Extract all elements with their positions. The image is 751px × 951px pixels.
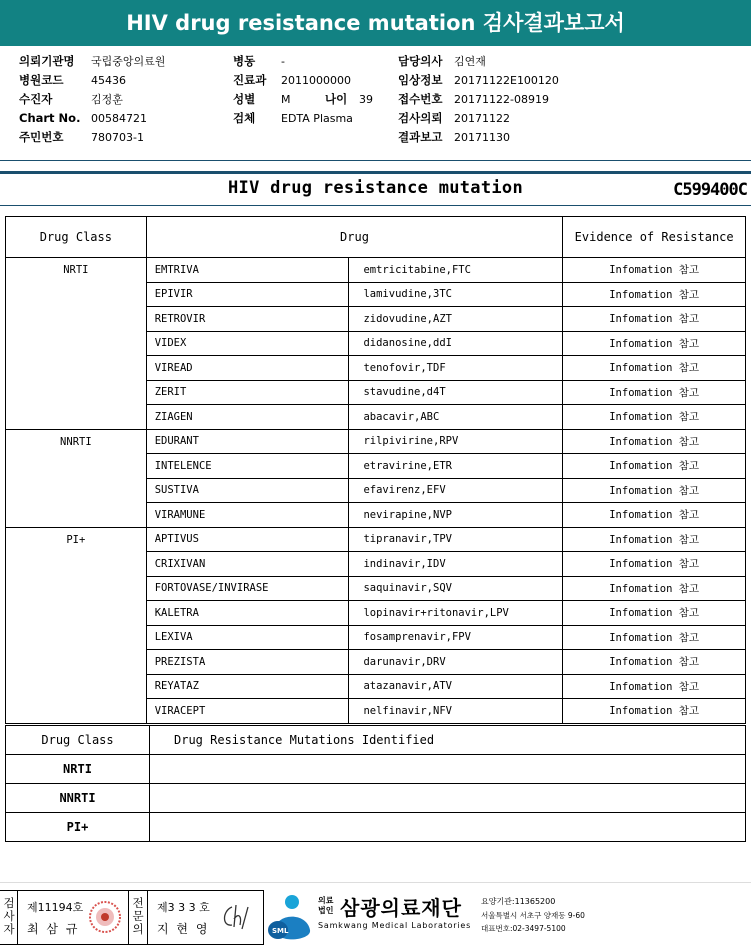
info-value: M [281, 93, 291, 106]
brand-name-cell: REYATAZ [146, 674, 349, 699]
evidence-cell: Infomation 참고 [563, 576, 746, 601]
brand-name-cell: EPIVIR [146, 282, 349, 307]
evidence-cell: Infomation 참고 [563, 503, 746, 528]
brand-name-cell: APTIVUS [146, 527, 349, 552]
brand-name-cell: CRIXIVAN [146, 552, 349, 577]
info-row [19, 109, 165, 128]
evidence-cell: Infomation 참고 [563, 356, 746, 381]
info-row [398, 71, 559, 90]
brand-name-cell: VIRAMUNE [146, 503, 349, 528]
evidence-cell: Infomation 참고 [563, 674, 746, 699]
info-row [398, 90, 559, 109]
info-value: 45436 [91, 74, 126, 87]
evidence-cell: Infomation 참고 [563, 429, 746, 454]
drug-class-cell: NNRTI [6, 429, 147, 527]
info-row [233, 109, 373, 128]
specialist-name: 지 현 영 [157, 922, 210, 936]
info-label: 성별 [233, 92, 256, 106]
mutation-class-cell: PI+ [6, 813, 150, 842]
info-value: - [281, 55, 285, 68]
brand-name-cell: EMTRIVA [146, 258, 349, 283]
info-label: 주민번호 [19, 130, 64, 144]
examiner-label: 검 사 자 [3, 896, 15, 936]
patient-info-col3 [398, 52, 559, 147]
evidence-cell: Infomation 참고 [563, 601, 746, 626]
evidence-cell: Infomation 참고 [563, 699, 746, 724]
info-label: 병동 [233, 54, 256, 68]
info-value: 20171130 [454, 131, 510, 144]
info-value: 00584721 [91, 112, 147, 125]
divider [0, 882, 751, 883]
info-value: 20171122 [454, 112, 510, 125]
generic-name-cell: nevirapine,NVP [349, 503, 563, 528]
generic-name-cell: zidovudine,AZT [349, 307, 563, 332]
logo-text: SML [272, 927, 289, 935]
drug-class-cell: NRTI [6, 258, 147, 430]
brand-name-cell: ZERIT [146, 380, 349, 405]
generic-name-cell: etravirine,ETR [349, 454, 563, 479]
brand-name-cell: LEXIVA [146, 625, 349, 650]
generic-name-cell: tenofovir,TDF [349, 356, 563, 381]
mutation-value-cell [150, 813, 746, 842]
mutation-row [6, 813, 746, 842]
info-label: 접수번호 [398, 92, 443, 106]
brand-name-cell: EDURANT [146, 429, 349, 454]
org-name: 삼광의료재단 [340, 896, 462, 920]
generic-name-cell: tipranavir,TPV [349, 527, 563, 552]
info-label: 담당의사 [398, 54, 443, 68]
org-type: 의료법인 [318, 896, 334, 915]
info-value: 김정훈 [91, 93, 123, 106]
phone: 대표번호:02-3497-5100 [481, 924, 566, 933]
mut-header-class: Drug Class [6, 726, 150, 755]
evidence-cell: Infomation 참고 [563, 454, 746, 479]
generic-name-cell: didanosine,ddI [349, 331, 563, 356]
generic-name-cell: rilpivirine,RPV [349, 429, 563, 454]
info-label: 검사의뢰 [398, 111, 443, 125]
seal-stamp-icon [88, 900, 122, 934]
generic-name-cell: saquinavir,SQV [349, 576, 563, 601]
mut-header-mutations: Drug Resistance Mutations Identified [150, 726, 746, 755]
info-label: 병원코드 [19, 73, 64, 87]
examiner-name: 최 삼 규 [27, 922, 80, 936]
brand-name-cell: ZIAGEN [146, 405, 349, 430]
generic-name-cell: abacavir,ABC [349, 405, 563, 430]
brand-name-cell: VIDEX [146, 331, 349, 356]
divider [0, 205, 751, 206]
info-label: 진료과 [233, 73, 267, 87]
generic-name-cell: lopinavir+ritonavir,LPV [349, 601, 563, 626]
mutation-row [6, 755, 746, 784]
table-row [6, 527, 746, 552]
info-value: 780703-1 [91, 131, 144, 144]
care-institution-number: 요양기관:11365200 [481, 897, 556, 906]
info-row [19, 52, 165, 71]
mutation-class-cell: NRTI [6, 755, 150, 784]
info-value: 국립중앙의료원 [91, 55, 166, 68]
info-label: 수진자 [19, 92, 53, 106]
brand-name-cell: RETROVIR [146, 307, 349, 332]
evidence-cell: Infomation 참고 [563, 307, 746, 332]
info-row [19, 71, 165, 90]
info-row [19, 90, 165, 109]
mutation-row [6, 784, 746, 813]
brand-name-cell: INTELENCE [146, 454, 349, 479]
evidence-cell: Infomation 참고 [563, 478, 746, 503]
info-label: 의뢰기관명 [19, 54, 75, 68]
info-row [398, 128, 559, 147]
evidence-cell: Infomation 참고 [563, 552, 746, 577]
drug-table [5, 216, 746, 724]
specialist-label: 전 문 의 [132, 896, 144, 936]
generic-name-cell: fosamprenavir,FPV [349, 625, 563, 650]
info-row [233, 90, 373, 109]
org-english-name: Samkwang Medical Laboratories [318, 921, 472, 930]
test-code: C599400C [673, 180, 747, 200]
info-value: 20171122E100120 [454, 74, 559, 87]
evidence-cell: Infomation 참고 [563, 258, 746, 283]
info-value: 20171122-08919 [454, 93, 549, 106]
info-label: 임상정보 [398, 73, 443, 87]
age-value: 39 [359, 93, 373, 106]
age-label: 나이 [325, 92, 348, 106]
info-value: 김연재 [454, 55, 486, 68]
generic-name-cell: indinavir,IDV [349, 552, 563, 577]
drug-class-cell: PI+ [6, 527, 147, 723]
generic-name-cell: emtricitabine,FTC [349, 258, 563, 283]
info-row [19, 128, 165, 147]
address: 서울특별시 서초구 양재동 9-60 [481, 911, 585, 920]
mutation-table [5, 725, 746, 842]
mutation-value-cell [150, 755, 746, 784]
generic-name-cell: atazanavir,ATV [349, 674, 563, 699]
patient-info-col1 [19, 52, 165, 147]
info-row [398, 109, 559, 128]
divider [0, 160, 751, 161]
evidence-cell: Infomation 참고 [563, 527, 746, 552]
signature-icon [218, 901, 258, 933]
info-value: EDTA Plasma [281, 112, 353, 125]
generic-name-cell: efavirenz,EFV [349, 478, 563, 503]
mutation-value-cell [150, 784, 746, 813]
mutation-class-cell: NNRTI [6, 784, 150, 813]
brand-name-cell: SUSTIVA [146, 478, 349, 503]
generic-name-cell: darunavir,DRV [349, 650, 563, 675]
info-row [233, 52, 373, 71]
generic-name-cell: lamivudine,3TC [349, 282, 563, 307]
info-label: Chart No. [19, 111, 81, 125]
table-row [6, 429, 746, 454]
header-evidence: Evidence of Resistance [563, 217, 746, 258]
brand-name-cell: VIREAD [146, 356, 349, 381]
specialist-license: 제3 3 3 호 [157, 901, 210, 914]
info-row [398, 52, 559, 71]
brand-name-cell: KALETRA [146, 601, 349, 626]
examiner-license: 제11194호 [27, 901, 84, 914]
info-label: 결과보고 [398, 130, 443, 144]
table-row [6, 258, 746, 283]
brand-name-cell: VIRACEPT [146, 699, 349, 724]
generic-name-cell: stavudine,d4T [349, 380, 563, 405]
evidence-cell: Infomation 참고 [563, 380, 746, 405]
brand-name-cell: FORTOVASE/INVIRASE [146, 576, 349, 601]
section-title: HIV drug resistance mutation [228, 178, 523, 198]
info-label: 검체 [233, 111, 256, 125]
signature-box [0, 890, 264, 945]
patient-info-col2 [233, 52, 373, 128]
brand-name-cell: PREZISTA [146, 650, 349, 675]
generic-name-cell: nelfinavir,NFV [349, 699, 563, 724]
report-title-banner: HIV drug resistance mutation 검사결과보고서 [0, 0, 751, 46]
evidence-cell: Infomation 참고 [563, 650, 746, 675]
evidence-cell: Infomation 참고 [563, 282, 746, 307]
info-row [233, 71, 373, 90]
header-drug: Drug [146, 217, 563, 258]
info-value: 2011000000 [281, 74, 351, 87]
evidence-cell: Infomation 참고 [563, 625, 746, 650]
divider-thick [0, 171, 751, 174]
evidence-cell: Infomation 참고 [563, 405, 746, 430]
evidence-cell: Infomation 참고 [563, 331, 746, 356]
header-drug-class: Drug Class [6, 217, 147, 258]
